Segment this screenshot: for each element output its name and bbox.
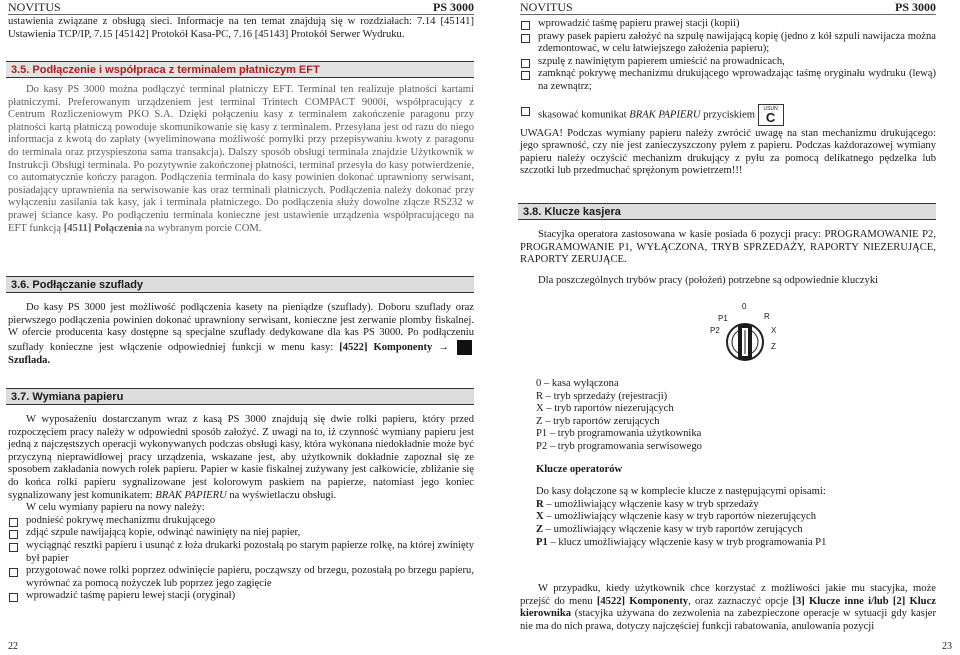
list-item: X – tryb raportów niezerujących: [536, 403, 674, 415]
paper-steps-continued: [520, 18, 936, 178]
keys-menu-paragraph: W przypadku, kiedy użytkownik chce korzystać z możliwości jakie mu stacyjka, może przejść do menu [4522] Komponenty, oraz zaznaczyć opcje [3] Klucze inne i/lub [2] Klucz kierownika (stacyjka używana do zezwolenia na zabezpieczone operacje w sytuacji gdy kasjer nie ma do nich prawa, dotyczy najczęściej funkcji rabatowania, anulowania pozycji: [520, 583, 936, 632]
keys-intro: Stacyjka operatora zastosowana w kasie posiada 6 pozycji pracy: PROGRAMOWANIE P2, PROGRAMOWANIE P1, WYŁĄCZONA, TRYB SPRZEDAŻY, RAPORTY NIEZERUJĄCE, RAPORTY ZERUJĄCE. Dla poszczególnych trybów pracy (położeń) potrzebne są odpowiednie kluczyki: [520, 229, 936, 286]
operator-keys-heading: Klucze operatorów: [536, 463, 623, 475]
page-number: 23: [942, 641, 952, 652]
paper-steps-list: [8, 515, 474, 603]
list-item: podnieść pokrywę mechanizmu drukującego: [8, 515, 474, 528]
section-3-8-heading: 3.8. Klucze kasjera: [518, 203, 936, 220]
intro-paragraph: ustawienia związane z obsługą sieci. Informacje na ten temat znajdują się w rozdziałach: 7.14 [45141] Ustawienia TCP/IP, 7.15 [45142] Protokół Kasa-PC, 7.16 [45143] Protokół Serwer Wydruku.: [8, 16, 474, 40]
list-item: X – umożliwiający włączenie kasy w tryb raportów niezerujących: [536, 511, 817, 523]
section-3-5-heading: 3.5. Podłączenie i współpraca z terminalem płatniczym EFT: [6, 61, 474, 78]
dial-label-0: 0: [742, 302, 747, 311]
list-item: P1 – tryb programowania użytkownika: [536, 428, 702, 440]
section-3-7-heading: 3.7. Wymiana papieru: [6, 388, 474, 405]
dial-label-x: X: [771, 326, 777, 335]
header-model: PS 3000: [432, 0, 474, 14]
list-item: P1 – klucz umożliwiający włączenie kasy w tryb programowania P1: [536, 536, 827, 548]
list-item: R – umożliwiający włączenie kasy w tryb sprzedaży: [536, 498, 759, 510]
warning-paragraph: UWAGA! Podczas wymiany papieru należy zwrócić uwagę na stan mechanizmu drukującego: jego sprawność, czy nie jest zanieczyszczony pyłem z papieru. Podczas każdorazowej wymiany papieru należy oczyścić mechanizm drukujący z pyłu za pomocą delikatnego pędzelka lub szczotki lub przedmuchać sprężonym powietrzem!!!: [520, 127, 936, 177]
header-brand: NOVITUS: [8, 0, 61, 14]
modes-list: 0 – kasa wyłączona R – tryb sprzedaży (rejestracji) X – tryb raportów niezerujących Z – tryb raportów zerujących P1 – tryb programowania użytkownika P2 – tryb programowania serwisowego Klucze operatorów Do kasy dołączone są w komplecie klucze z następującymi opisami: R – umożliwiający włączenie kasy w tryb sprzedaży X – umożliwiający włączenie kasy w tryb raportów niezerujących Z – umożliwiający włączenie kasy w tryb raportów zerujących P1 – klucz umożliwiający włączenie kasy w tryb programowania P1: [536, 378, 936, 549]
list-item: wprowadzić taśmę papieru lewej stacji (oryginał): [8, 590, 474, 603]
section-3-6-heading: 3.6. Podłączanie szuflady: [6, 276, 474, 293]
list-item: zdjąć szpule nawijającą kopie, odwinąć nawinięty na niej papier,: [8, 527, 474, 540]
eft-paragraph: Do kasy PS 3000 można podłączyć terminal płatniczy EFT. Terminal ten realizuje płatności kartami płatniczymi. Preferowanym urządzeniem jest terminal Trintech COMPACT 9000i, współpracujący z Centrum Rozliczeniowym PKO S.A. Dzięki połączeniu kasy z terminalem zakończenie paragonu przy płatności kartą płatniczą powoduje skomunikowanie się kasy z terminalem. Przesyłana jest od razu do niego informacja z kwotą do zapłaty (wyeliminowana możliwość pomyłki przy przepisywaniu kwoty z paragonu do terminala oraz przyspieszona sama transakcja). Dalszy sposób obsługi terminala znajdzie Użytkownik w Instrukcji Obsługi terminala. Po pozytywnie zakończonej płatności, terminal przesyła do kasy potwierdzenie, co automatycznie kończy paragon. Podłączenia terminala do kasy powinien dokonać uprawniony serwisant, posiadający uprawnienia na serwisowanie kas oraz terminali płatniczych. Podłączenia należy dokonać przy wyłączeniu zasilania tak kasy, jak i terminala płatniczego. Do podłączenia służy dowolne złącze RS232 w prawej ściance kasy. Po podłączeniu terminala konieczne jest ustawienie urządzenia współpracującego na EFT funkcją [4511] Połączenia na wybranym porcie COM.: [8, 84, 474, 234]
list-item: 0 – kasa wyłączona: [536, 378, 619, 389]
list-item: przygotować nowe rolki poprzez odwinięcie papieru, począwszy od brzegu, pozostałą po brzegu papieru, wyrównać za pomocą nożyczek lub poprzez jego zagięcie: [8, 565, 474, 590]
dial-label-p1: P1: [718, 314, 728, 323]
page-header: [8, 0, 474, 14]
arrow-icon: →: [438, 341, 449, 353]
dial-label-r: R: [764, 312, 770, 321]
list-item: Z – umożliwiający włączenie kasy w tryb raportów zerujących: [536, 523, 803, 535]
header-model: PS 3000: [894, 0, 936, 14]
x-key-icon: X: [457, 340, 472, 355]
list-item: Z – tryb raportów zerujących: [536, 415, 660, 427]
page-header: [520, 0, 936, 14]
list-item: wyciągnąć resztki papieru i usunąć z łoża drukarki pozostałą po starym papierze rolkę, na której zwinięty był papier: [8, 540, 474, 565]
list-item: wprowadzić taśmę papieru prawej stacji (kopii): [520, 18, 936, 31]
clear-key-icon: USUŃ C: [758, 104, 784, 126]
page-number: 22: [8, 641, 18, 652]
header-brand: NOVITUS: [520, 0, 573, 14]
header-rule: [8, 14, 474, 15]
header-rule: [520, 14, 936, 15]
drawer-paragraph: Do kasy PS 3000 jest możliwość podłączenia kasety na pieniądze (szuflady). Doboru szuflady oraz pierwszego podłączenia powinien dokonać uprawniony serwisant, konieczne jest zerwanie plomby fiskalnej. W ofercie producenta kasy dostępne są specjalne szuflady dedykowane dla kas PS 3000. Po podłączeniu szuflady konieczne jest włączenie odpowiedniej funkcji w menu kasy: [4522] Komponenty → X Szuflada.: [8, 302, 483, 366]
list-item: zamknąć pokrywę mechanizmu drukującego wprowadzając taśmę oryginału wydruku (lewą) na zewnątrz;: [520, 68, 936, 93]
list-item: skasować komunikat BRAK PAPIERU przyciskiem USUŃ C: [520, 104, 936, 126]
key-switch-icon: [700, 302, 790, 374]
dial-label-z: Z: [771, 342, 776, 351]
list-item: szpulę z nawiniętym papierem umieścić na prowadnicach,: [520, 56, 936, 69]
list-item: R – tryb sprzedaży (rejestracji): [536, 390, 668, 402]
dial-label-p2: P2: [710, 326, 720, 335]
paper-paragraph: W wyposażeniu dostarczanym wraz z kasą PS 3000 znajdują się dwie rolki papieru, który przed rozpoczęciem pracy należy w odpowiedni sposób założyć. Z uwagi na to, iż czynność wymiany papieru jest jedną z najczęstszych operacji wykonywanych podczas obsługi kasy, która wykonana niedokładnie może być przyczyną nieprawidłowej pracy urządzenia, wskazane jest, aby użytkownik dokładnie zapoznał się ze sposobem zakładania nowych rolek papieru. Papier w kasie fiskalnej zużywany jest całkowicie, zbliżanie się do końca rolki papieru sygnalizowane jest kolorowym paskiem na papierze, natomiast jego koniec sygnalizowany jest komunikatem: BRAK PAPIERU na wyświetlaczu obsługi. W celu wymiany papieru na nowy należy: podnieść pokrywę mechanizmu drukującego zdjąć szpule nawijającą kopie, odwinąć nawinięty na niej papier, wyciągnąć resztki papieru i usunąć z łoża drukarki pozostałą po starym papierze rolkę, na której zwinięty był papier przygotować nowe rolki poprzez odwinięcie papieru, począwszy od brzegu, pozostałą po brzegu papieru, wyrównać za pomocą nożyczek lub poprzez jego zagięcie wprowadzić taśmę papieru lewej stacji (oryginał): [8, 414, 474, 602]
list-item: prawy pasek papieru założyć na szpulę nawijającą kopię (jedno z kół szpuli nawijacza można zdemontować, w celu łatwiejszego założenia papieru);: [520, 31, 936, 56]
key-switch-dial: [700, 302, 790, 374]
list-item: P2 – tryb programowania serwisowego: [536, 440, 702, 452]
